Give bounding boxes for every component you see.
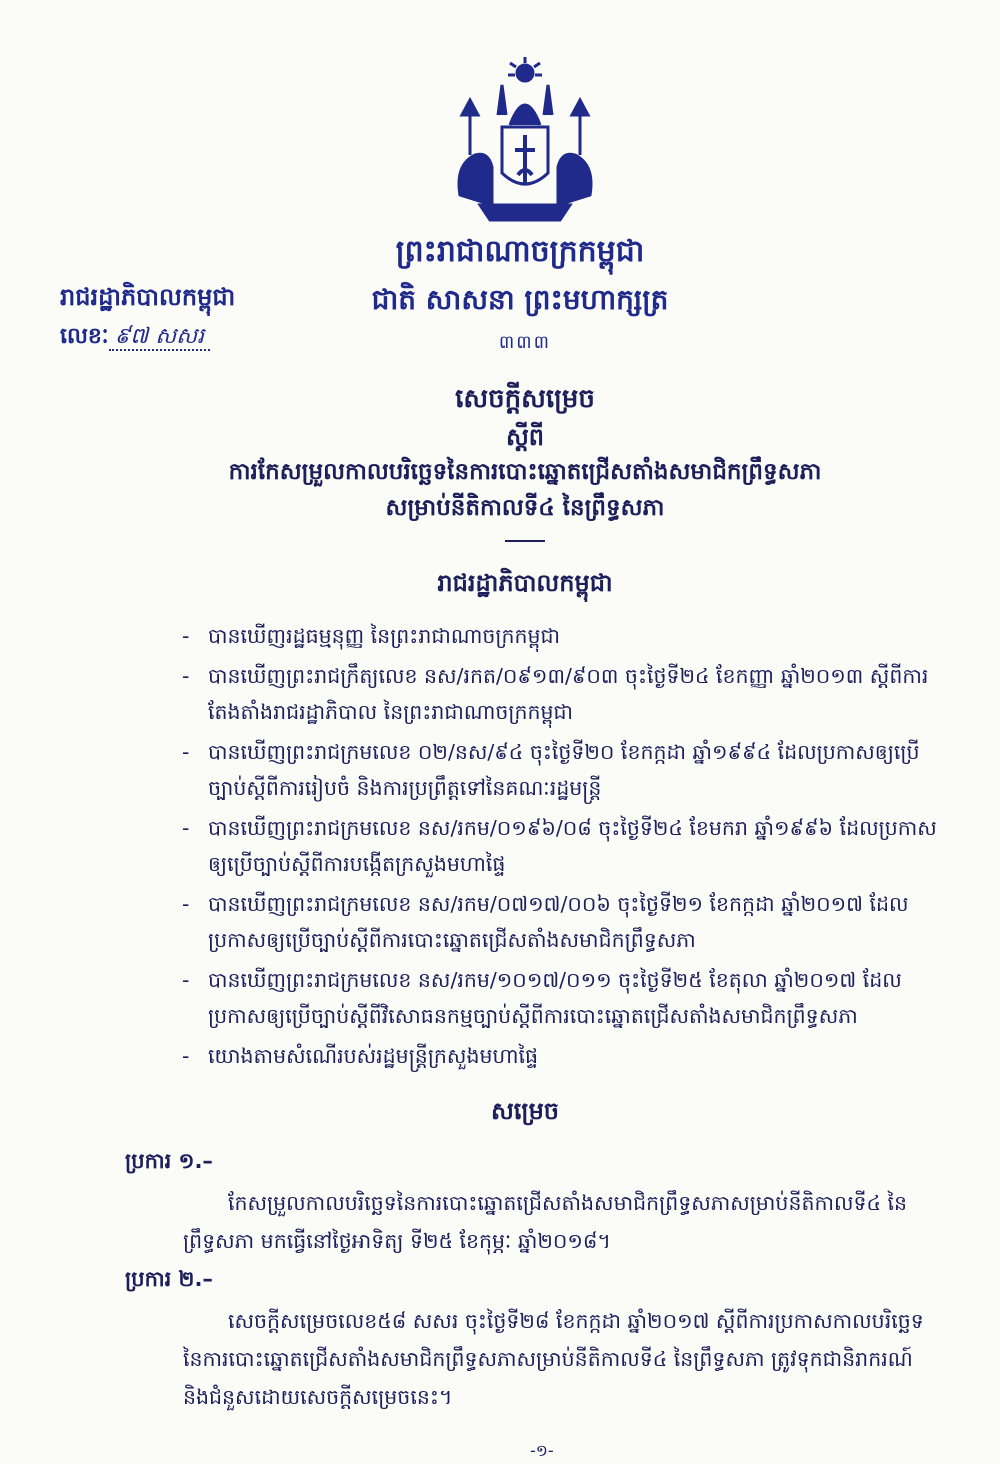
kingdom-heading: ព្រះរាជាណាចក្រកម្ពុជា	[395, 234, 645, 269]
list-item: - បានឃើញព្រះរាជក្រមលេខ នស/រកម/០១៩៦/០៨ ចុះថ្ងៃទី២៤ ខែមករា ឆ្នាំ១៩៩៦ ដែលប្រកាសឲ្យប្រើច្បាប់ស្តីពីការបង្កើតក្រសួងមហាផ្ទៃ	[178, 810, 948, 882]
article-2-title: ប្រការ ២.–	[125, 1267, 213, 1291]
list-item: - បានឃើញព្រះរាជក្រមលេខ នស/រកម/១០១៧/០១១ ចុះថ្ងៃទី២៥ ខែតុលា ឆ្នាំ២០១៧ ដែលប្រកាសឲ្យប្រើច្បាប់ស្តីពីវិសោធនកម្មច្បាប់ស្តីពីការបោះឆ្នោតជ្រើសតាំងសមាជិកព្រឹទ្ធសភា	[178, 962, 948, 1034]
page-number: -១-	[530, 1441, 554, 1460]
article-1-text: កែសម្រួលកាលបរិច្ឆេទនៃការបោះឆ្នោតជ្រើសតាំងសមាជិកព្រឹទ្ធសភាសម្រាប់នីតិកាលទី៤ នៃព្រឹទ្ធសភា មកធ្វើនៅថ្ងៃអាទិត្យ ទី២៥ ខែកុម្ភៈ ឆ្នាំ២០១៨។	[183, 1191, 908, 1253]
document-type: សេចក្តីសម្រេច	[455, 384, 595, 414]
document-title-line-2: សម្រាប់នីតិកាលទី៤ នៃព្រឹទ្ធសភា	[385, 495, 665, 521]
document-title-line-1: ការកែសម្រួលកាលបរិច្ឆេទនៃការបោះឆ្នោតជ្រើសតាំងសមាជិកព្រឹទ្ធសភា	[228, 459, 822, 485]
about-label: ស្តីពី	[505, 423, 545, 451]
national-motto: ជាតិ សាសនា ព្រះមហាក្សត្រ	[371, 283, 669, 316]
legal-basis-list	[178, 618, 948, 1078]
list-item: - បានឃើញព្រះរាជក្រឹត្យលេខ នស/រកត/០៩១៣/៩០៣ ចុះថ្ងៃទី២៤ ខែកញ្ញា ឆ្នាំ២០១៣ ស្តីពីការតែងតាំងរាជរដ្ឋាភិបាល នៃព្រះរាជាណាចក្រកម្ពុជា	[178, 658, 948, 730]
list-item: - បានឃើញព្រះរាជក្រមលេខ នស/រកម/០៧១៧/០០៦ ចុះថ្ងៃទី២១ ខែកក្កដា ឆ្នាំ២០១៧ ដែលប្រកាសឲ្យប្រើច្បាប់ស្តីពីការបោះឆ្នោតជ្រើសតាំងសមាជិកព្រឹទ្ធសភា	[178, 886, 948, 958]
title-separator	[505, 540, 545, 542]
reference-number-value: ៩៧ សសរ	[109, 324, 211, 351]
article-1-title: ប្រការ ១.–	[125, 1149, 213, 1173]
list-item: - បានឃើញរដ្ឋធម្មនុញ្ញ នៃព្រះរាជាណាចក្រកម្ពុជា	[178, 618, 948, 654]
article-2-text: សេចក្តីសម្រេចលេខ៥៨ សសរ ចុះថ្ងៃទី២៨ ខែកក្កដា ឆ្នាំ២០១៧ ស្តីពីការប្រកាសកាលបរិច្ឆេទនៃការបោះឆ្នោតជ្រើសតាំងសមាជិកព្រឹទ្ធសភាសម្រាប់នីតិកាលទី៤ នៃព្រឹទ្ធសភា ត្រូវទុកជានិរាករណ៍ និងជំនួសដោយសេចក្តីសម្រេចនេះ។	[183, 1309, 924, 1409]
ornament-divider: ៣៣៣	[498, 332, 552, 353]
decision-heading: សម្រេច	[490, 1097, 560, 1125]
issuer-left-heading: រាជរដ្ឋាភិបាលកម្ពុជា	[60, 283, 236, 311]
list-item: - យោងតាមសំណើរបស់រដ្ឋមន្ត្រីក្រសួងមហាផ្ទៃ	[178, 1038, 948, 1074]
reference-number	[60, 322, 210, 354]
royal-arms-emblem	[440, 55, 610, 225]
issuer-heading: រាជរដ្ឋាភិបាលកម្ពុជា	[437, 569, 613, 597]
reference-number-label: លេខៈ	[60, 324, 109, 349]
list-item: - បានឃើញព្រះរាជក្រមលេខ ០២/នស/៩៤ ចុះថ្ងៃទី២០ ខែកក្កដា ឆ្នាំ១៩៩៤ ដែលប្រកាសឲ្យប្រើច្បាប់ស្តីពីការរៀបចំ និងការប្រព្រឹត្តទៅនៃគណៈរដ្ឋមន្ត្រី	[178, 734, 948, 806]
